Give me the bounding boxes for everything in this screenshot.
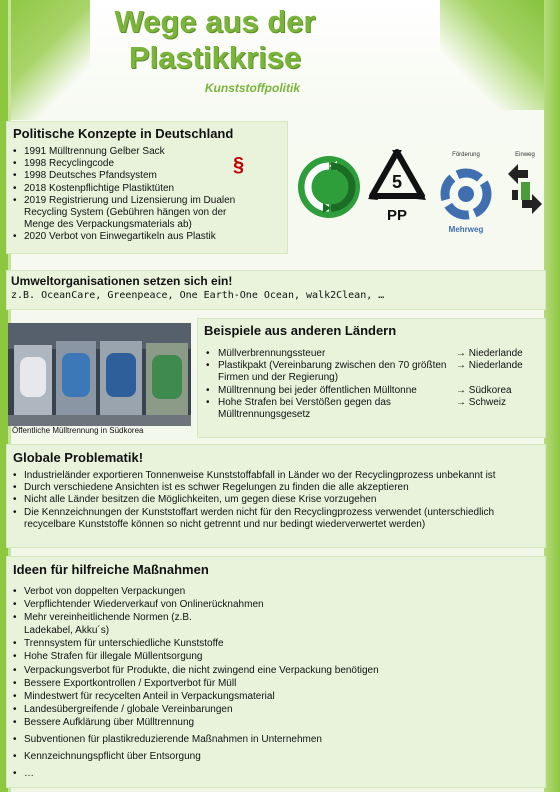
- laender-country: → Niederlande: [456, 360, 523, 372]
- list-item: • Trennsystem für unterschiedliche Kunststoffe: [13, 637, 539, 650]
- paragraph-icon: §: [233, 154, 245, 176]
- panel-umweltorganisationen: [6, 270, 546, 310]
- list-item: • Industrieländer exportieren Tonnenweise Kunststoffabfall in Länder wo der Recyclingprozess unbekannt ist: [13, 470, 539, 482]
- recycling-code-icon: [366, 148, 428, 226]
- laender-row: [204, 348, 539, 360]
- list-item: • Verbot von doppelten Verpackungen: [13, 585, 539, 598]
- mehrweg-label: Mehrweg: [448, 225, 484, 234]
- list-item: • Bessere Exportkontrollen / Exportverbot für Müll: [13, 677, 539, 690]
- list-item: • Die Kennzeichnungen der Kunststoffart werden nicht für den Recyclingprozess verwendet (unterschiedlich recycelbare Kunststoffe können so nicht getrennt und nur bedingt wiederverwertet werden): [13, 507, 539, 531]
- laender-row: [204, 385, 539, 397]
- list-item: • Durch verschiedene Ansichten ist es schwer Regelungen zu finden die alle akzeptieren: [13, 482, 539, 494]
- recycling-code-material: PP: [386, 207, 408, 224]
- photo-caption: Öffentliche Mülltrennung in Südkorea: [12, 426, 144, 435]
- laender-measure: • Mülltrennung bei jeder öffentlichen Mülltonne: [204, 385, 454, 397]
- panel-globale-problematik: [6, 444, 546, 548]
- laender-country: → Südkorea: [456, 384, 512, 396]
- global-list: [13, 470, 539, 531]
- list-item: • 2019 Registrierung und Lizensierung im Dualen Recycling System (Gebühren hängen von der Menge des Verpackungsmaterials ab): [13, 195, 253, 232]
- title-line-2: Plastikkrise: [128, 40, 302, 75]
- list-item: • 1998 Recyclingcode: [13, 158, 253, 170]
- laender-measure: • Hohe Strafen bei Verstößen gegen das Mülltrennungsgesetz: [204, 397, 454, 421]
- politik-heading: Politische Konzepte in Deutschland: [13, 126, 234, 141]
- recycling-code-number: 5: [391, 172, 403, 192]
- decor-corner-left: [0, 0, 90, 120]
- list-item: • 1991 Mülltrennung Gelber Sack: [13, 146, 253, 158]
- list-item: • 2018 Kostenpflichtige Plastiktüten: [13, 183, 253, 195]
- recycling-symbols: [296, 148, 546, 242]
- laender-measure: • Plastikpakt (Vereinbarung zwischen den 70 größten Firmen und der Regierung): [204, 360, 454, 384]
- gruener-punkt-icon: [296, 154, 362, 220]
- panel-politische-konzepte: [6, 121, 288, 254]
- list-item: • 2020 Verbot von Einwegartikeln aus Plastik: [13, 231, 253, 243]
- laender-measure: • Müllverbrennungssteuer: [204, 348, 454, 360]
- laender-row: [204, 397, 539, 421]
- list-item: • Landesübergreifende / globale Vereinbarungen: [13, 703, 539, 716]
- list-item: • Hohe Strafen für illegale Müllentsorgung: [13, 650, 539, 663]
- laender-country: → Schweiz: [456, 396, 507, 408]
- panel-beispiele-laender: [197, 318, 546, 438]
- decor-corner-right: [440, 0, 560, 110]
- list-item: • Bessere Aufklärung über Mülltrennung: [13, 716, 539, 729]
- photo-muelltrennung-suedkorea: [8, 323, 191, 426]
- umwelt-heading: Umweltorganisationen setzen sich ein!: [11, 274, 233, 288]
- list-item: • Verpackungsverbot für Produkte, die nicht zwingend eine Verpackung benötigen: [13, 664, 539, 677]
- laender-row: [204, 360, 539, 384]
- list-item: • 1998 Deutsches Pfandsystem: [13, 170, 253, 182]
- poster-subtitle: Kunststoffpolitik: [204, 81, 300, 95]
- panel-ideen-massnahmen: [6, 556, 546, 788]
- ideen-list: [13, 585, 539, 780]
- ideen-heading: Ideen für hilfreiche Maßnahmen: [13, 562, 209, 577]
- list-item: • Subventionen für plastikreduzierende Maßnahmen in Unternehmen: [13, 733, 539, 746]
- laender-country: → Niederlande: [456, 348, 523, 359]
- list-item: • Nicht alle Länder besitzen die Möglichkeiten, um gegen diese Krise vorzugehen: [13, 494, 539, 506]
- list-item: • Mehr vereinheitlichende Normen (z.B. Ladekabel, Akku´s): [13, 611, 213, 637]
- laender-heading: Beispiele aus anderen Ländern: [204, 323, 397, 338]
- list-item: • Kennzeichnungspflicht über Entsorgung: [13, 750, 539, 763]
- list-item: • Mindestwert für recycelten Anteil in Verpackungsmaterial: [13, 690, 539, 703]
- mehrweg-icon: [438, 148, 494, 238]
- einwegpfand-icon: [504, 148, 546, 228]
- global-heading: Globale Problematik!: [13, 450, 144, 465]
- decor-stripe-right: [544, 0, 560, 792]
- poster-title: [90, 4, 340, 76]
- pfand-top-label: Einweg: [515, 152, 535, 158]
- list-item: • Verpflichtender Wiederverkauf von Onlinerücknahmen: [13, 598, 539, 611]
- list-item: • …: [13, 767, 539, 780]
- title-line-1: Wege aus der: [114, 4, 316, 39]
- photo-illustration: [8, 323, 191, 426]
- umwelt-text: z.B. OceanCare, Greenpeace, One Earth-One Ocean, walk2Clean, …: [11, 290, 385, 301]
- mehrweg-top-label: Förderung: [452, 152, 480, 158]
